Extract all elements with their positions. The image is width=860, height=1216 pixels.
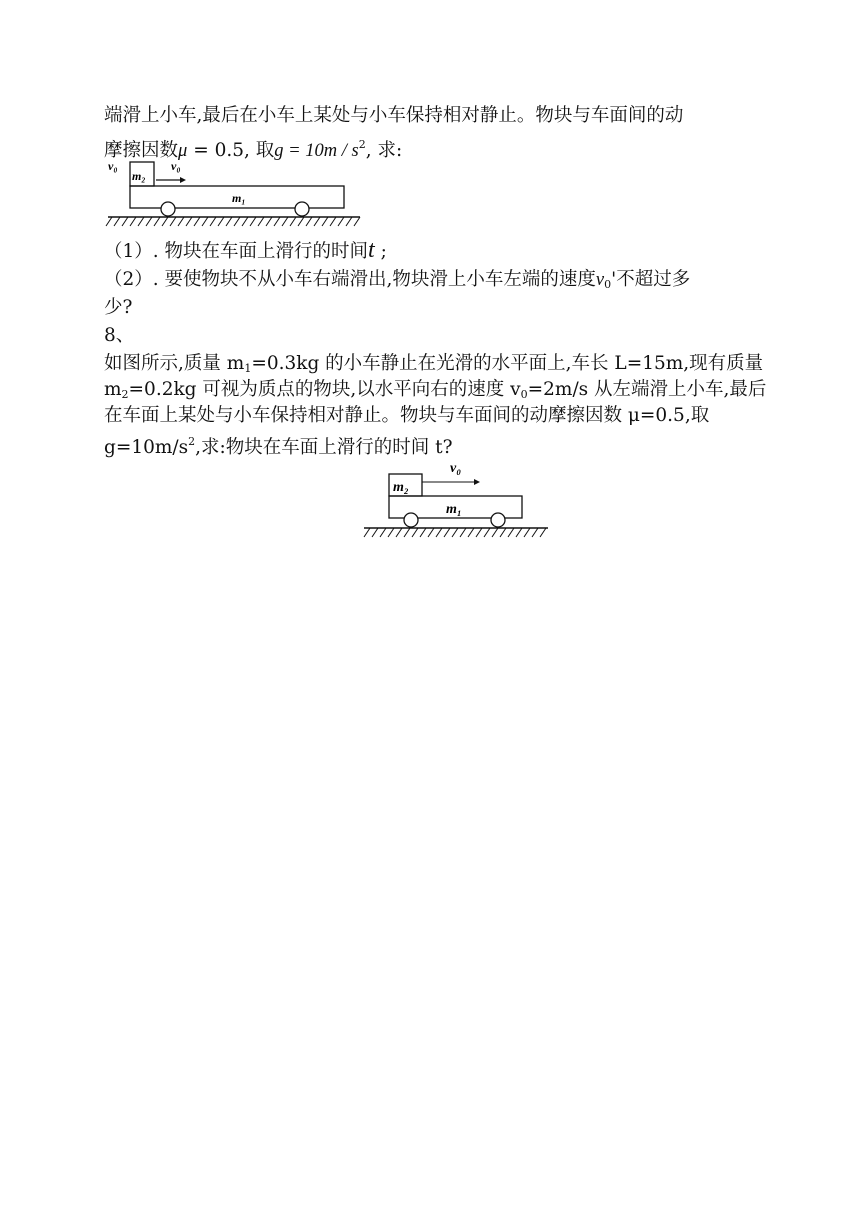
p8-l1-rest: =0.3kg 的小车静止在光滑的水平面上,车长 L=15m,现有质量 [251,353,764,374]
p8-l4-rest: ,求:物块在车面上滑行的时间 t? [195,437,453,458]
p8-line2 [104,378,766,407]
p7-line2-suffix: , 求: [365,140,403,161]
fig2-wheel-left [404,513,418,527]
p8-line4 [104,430,453,460]
p8-number: 8、 [104,325,135,346]
q2-suffix: '不超过多 [611,269,691,290]
fig2-wheel-right [491,513,505,527]
p8-line3: 在车面上某处与小车保持相对静止。物块与车面间的动摩擦因数 μ=0.5,取 [104,405,710,426]
fig1-wheel-left [161,202,175,216]
q2-sub: 0 [604,278,612,291]
p7-line1: 端滑上小车,最后在小车上某处与小车保持相对静止。物块与车面间的动 [104,105,684,126]
p8-l4-sup: 2 [188,435,196,448]
p8-line1 [104,352,763,381]
g-expr: g = 10m / s [274,141,359,161]
q2-prefix: （2）. 要使物块不从小车右端滑出,物块滑上小车左端的速度 [104,269,596,290]
fig1-m1-label: m₁ [232,191,246,205]
p8-l1-sub: 1 [244,362,252,375]
p8-l1: 如图所示,质量 m [104,353,245,374]
q1-prefix: （1）. 物块在车面上滑行的时间 [104,241,369,262]
p7-q2-cont: 少? [104,297,133,318]
sep1: , 取 [244,140,275,161]
mu-value: = 0.5 [187,140,244,161]
p8-l4-pre: g=10m/s [104,437,189,458]
p8-l2-tail: =2m/s 从左端滑上小车,最后 [527,379,767,400]
fig2-m1-label: m₁ [446,502,462,517]
g-exp: 2 [358,138,366,151]
cart-diagram-1 [104,156,364,234]
q1-var: t [368,237,375,263]
q1-suffix: ; [374,241,387,262]
q2-var: v [595,270,605,290]
p7-q2 [104,268,690,297]
p8-l2-sub: 2 [121,388,129,401]
fig2-m2-label: m₂ [393,480,409,495]
p7-line2-prefix: 摩擦因数 [104,140,179,161]
fig2-v0-label: v₀ [450,461,462,476]
fig1-wheel-right [295,202,309,216]
p7-q1 [104,238,387,264]
fig1-m2-label: m₂ [132,169,146,183]
fig1-v0-right: v₀ [171,159,181,173]
mu-symbol: μ [178,141,188,161]
p8-l2-sub2: 0 [520,388,528,401]
cart-diagram-2 [362,458,552,542]
fig1-v0-left: v₀ [108,159,118,173]
p8-l2-pre: m [104,379,122,400]
p8-l2-rest: =0.2kg 可视为质点的物块,以水平向右的速度 v [128,379,521,400]
